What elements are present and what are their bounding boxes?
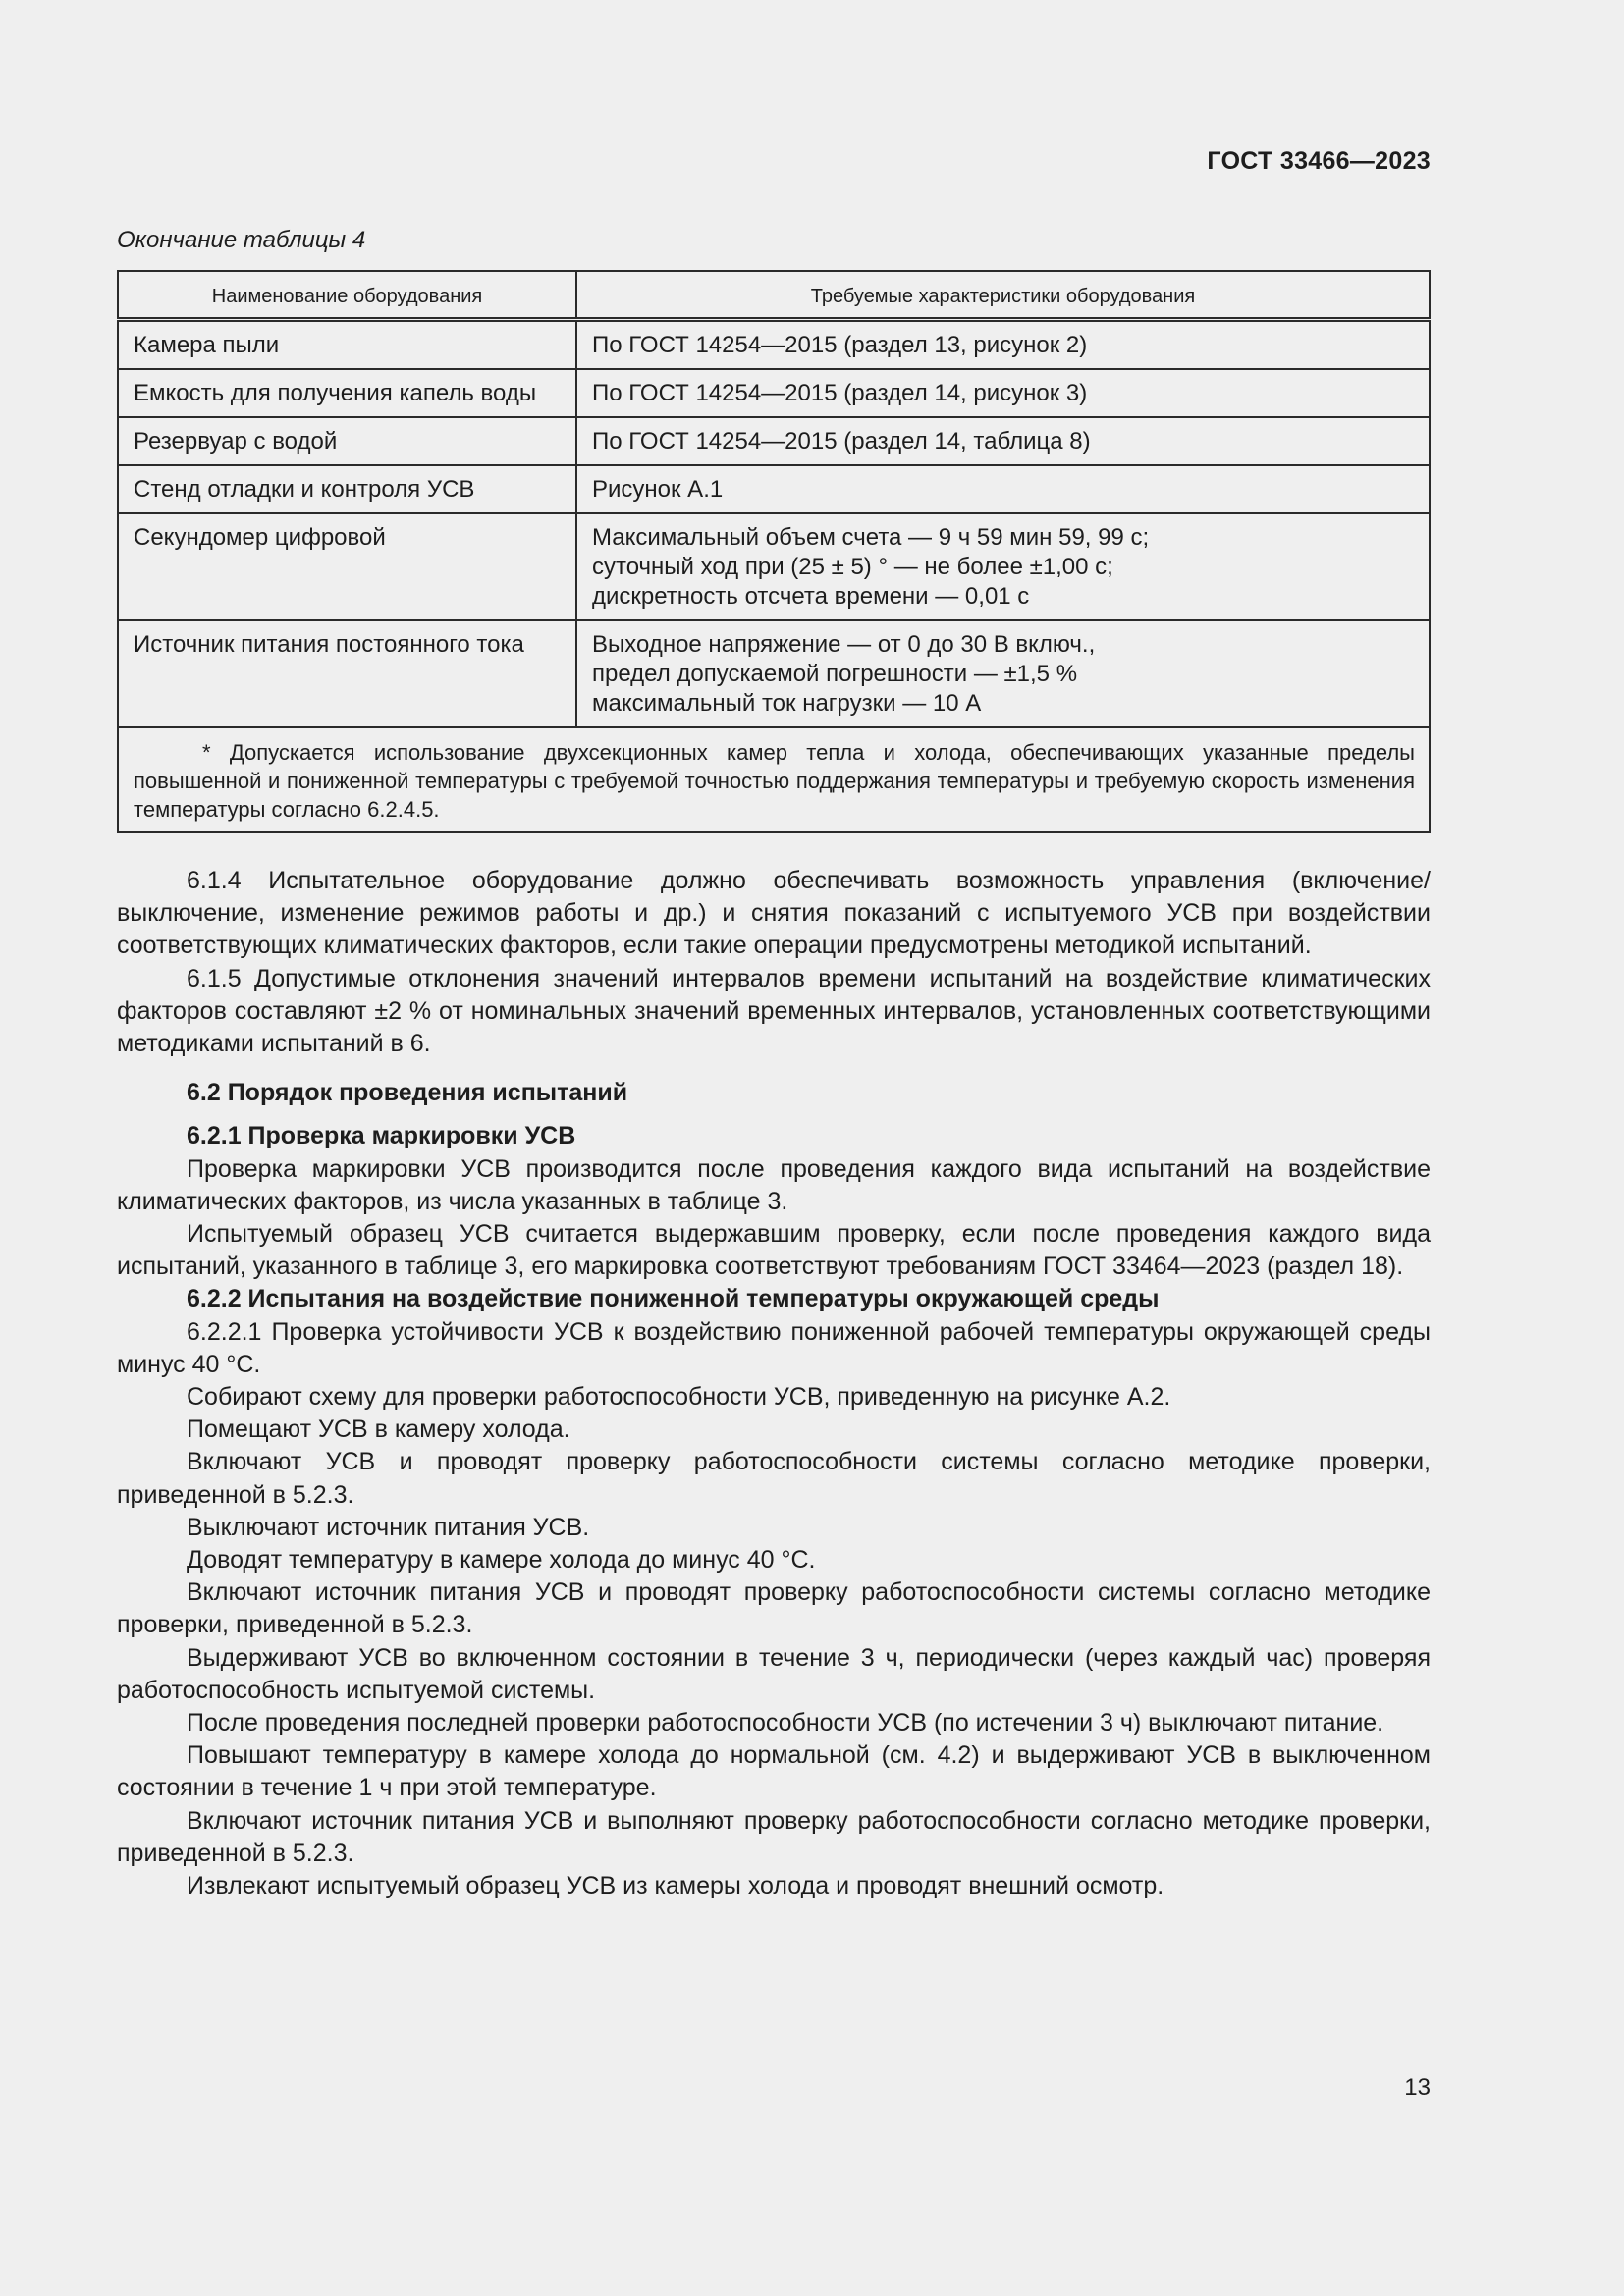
paragraph: Включают источник питания УСВ и проводят проверку работоспособности системы согласно методике проверки, приведенной в 5.2.3. [117, 1578, 1431, 1639]
paragraph: Помещают УСВ в камеру холода. [187, 1415, 570, 1444]
section-heading-6-2-1: 6.2.1 Проверка маркировки УСВ [187, 1122, 576, 1150]
table-caption: Окончание таблицы 4 [117, 227, 366, 253]
paragraph: Выдерживают УСВ во включенном состоянии в течение 3 ч, периодически (через каждый час) проверяя работоспособность испытуемой системы. [117, 1643, 1431, 1704]
equipment-name: Камера пыли [118, 320, 576, 370]
column-header-equipment: Наименование оборудования [118, 271, 576, 320]
paragraph: Включают источник питания УСВ и выполняют проверку работоспособности согласно методике проверки, приведенной в 5.2.3. [117, 1806, 1431, 1867]
paragraph: Доводят температуру в камере холода до минус 40 °С. [187, 1546, 816, 1575]
spec-line: Выходное напряжение — от 0 до 30 В включ., [592, 631, 1096, 658]
equipment-name: Стенд отладки и контроля УСВ [118, 465, 576, 513]
table-header-row [118, 271, 1430, 320]
paragraph: Собирают схему для проверки работоспособности УСВ, приведенную на рисунке А.2. [187, 1383, 1171, 1412]
table-footnote: * Допускается использование двухсекционных камер тепла и холода, обеспечивающих указанные пределы повышенной и пониженной температуры с требуемой точностью поддержания температуры и требуемую скорость изменения температуры согласно 6.2.4.5. [118, 727, 1430, 832]
table-row [118, 465, 1430, 513]
equipment-name: Секундомер цифровой [118, 513, 576, 620]
equipment-name: Емкость для получения капель воды [118, 369, 576, 417]
body-text [117, 865, 1431, 1902]
spec-line: Максимальный объем счета — 9 ч 59 мин 59, 99 с; [592, 524, 1150, 551]
page-number: 13 [1404, 2074, 1431, 2101]
equipment-name: Резервуар с водой [118, 417, 576, 465]
equipment-table [117, 270, 1431, 833]
paragraph-6-1-4: 6.1.4 Испытательное оборудование должно обеспечивать возможность управления (включение/выключение, изменение режимов работы и др.) и снятия показаний с испытуемого УСВ при воздействии соответствующих климатических факторов, если такие операции предусмотрены методикой испытаний. [117, 867, 1431, 960]
document-id: ГОСТ 33466—2023 [1207, 147, 1431, 175]
equipment-spec: Рисунок А.1 [576, 465, 1430, 513]
paragraph: Проверка маркировки УСВ производится после проведения каждого вида испытаний на воздействие климатических факторов, из числа указанных в таблице 3. [117, 1154, 1431, 1215]
table-row [118, 513, 1430, 620]
spec-line: максимальный ток нагрузки — 10 А [592, 690, 982, 717]
section-heading-6-2-2: 6.2.2 Испытания на воздействие пониженной температуры окружающей среды [187, 1285, 1160, 1313]
table-row [118, 620, 1430, 727]
paragraph: Испытуемый образец УСВ считается выдержавшим проверку, если после проведения каждого вида испытаний, указанного в таблице 3, его маркировка соответствуют требованиям ГОСТ 33464—2023 (раздел 18). [117, 1220, 1431, 1281]
table-row [118, 369, 1430, 417]
equipment-spec: По ГОСТ 14254—2015 (раздел 13, рисунок 2) [576, 320, 1430, 370]
section-heading-6-2: 6.2 Порядок проведения испытаний [187, 1079, 628, 1107]
column-header-characteristics: Требуемые характеристики оборудования [576, 271, 1430, 320]
paragraph: После проведения последней проверки работоспособности УСВ (по истечении 3 ч) выключают питание. [187, 1709, 1384, 1737]
spec-line: суточный ход при (25 ± 5) ° — не более ±1,00 с; [592, 554, 1113, 580]
equipment-spec: По ГОСТ 14254—2015 (раздел 14, таблица 8) [576, 417, 1430, 465]
paragraph-6-2-2-1: 6.2.2.1 Проверка устойчивости УСВ к воздействию пониженной рабочей температуры окружающей среды минус 40 °С. [117, 1317, 1431, 1378]
equipment-spec: По ГОСТ 14254—2015 (раздел 14, рисунок 3) [576, 369, 1430, 417]
equipment-spec [576, 513, 1430, 620]
table-row [118, 320, 1430, 370]
paragraph: Выключают источник питания УСВ. [187, 1513, 590, 1541]
table-row [118, 417, 1430, 465]
paragraph: Включают УСВ и проводят проверку работоспособности системы согласно методике проверки, приведенной в 5.2.3. [117, 1448, 1431, 1509]
equipment-name: Источник питания постоянного тока [118, 620, 576, 727]
paragraph-6-1-5: 6.1.5 Допустимые отклонения значений интервалов времени испытаний на воздействие климатических факторов составляют ±2 % от номинальных значений временных интервалов, установленных соответствующими методиками испытаний в 6. [117, 964, 1431, 1058]
equipment-spec [576, 620, 1430, 727]
paragraph: Извлекают испытуемый образец УСВ из камеры холода и проводят внешний осмотр. [187, 1872, 1164, 1900]
table-footnote-row [118, 727, 1430, 832]
spec-line: предел допускаемой погрешности — ±1,5 % [592, 661, 1078, 687]
paragraph: Повышают температуру в камере холода до нормальной (см. 4.2) и выдерживают УСВ в выключенном состоянии в течение 1 ч при этой температуре. [117, 1741, 1431, 1802]
spec-line: дискретность отсчета времени — 0,01 с [592, 583, 1030, 610]
